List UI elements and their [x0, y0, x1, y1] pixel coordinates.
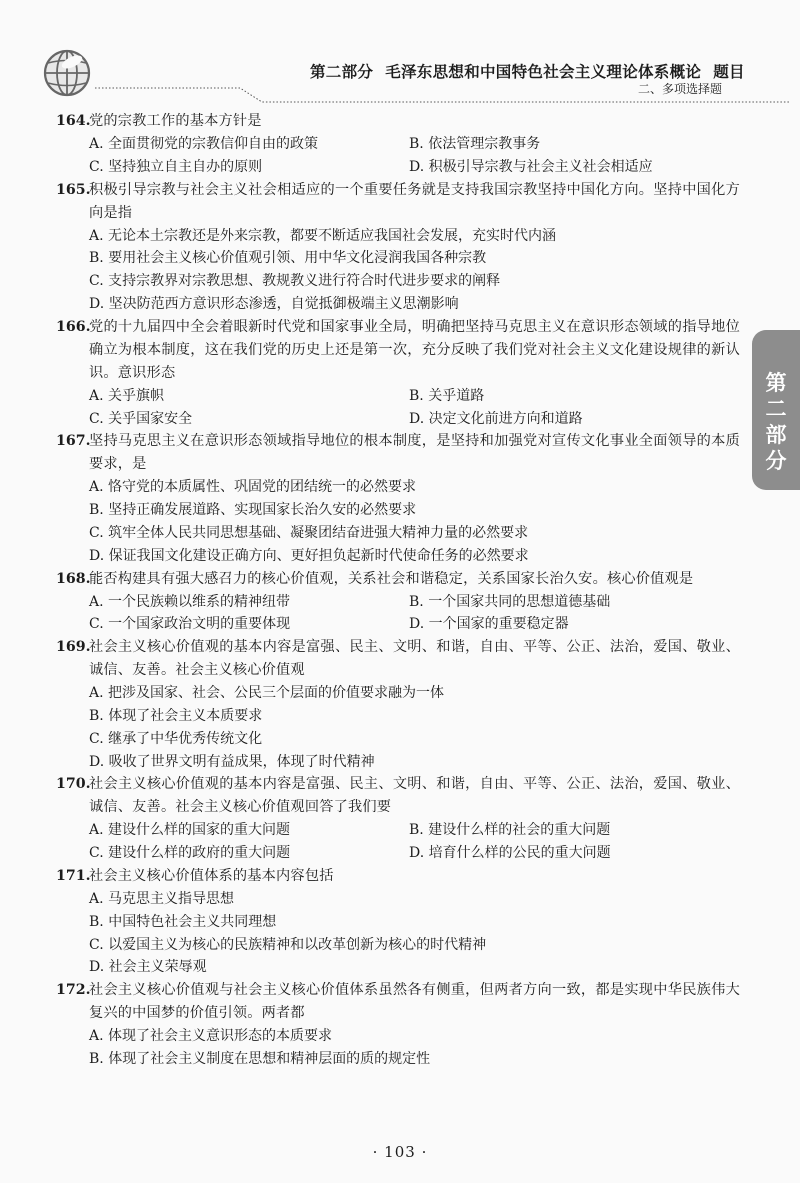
option-item: B. 建设什么样的社会的重大问题 [409, 822, 611, 839]
option-row [89, 591, 740, 614]
option-row [89, 1025, 740, 1048]
header-title [310, 60, 745, 82]
option-row [89, 133, 740, 156]
option-item: A. 马克思主义指导思想 [89, 890, 235, 907]
option-row [89, 545, 740, 568]
option-item: D. 一个国家的重要稳定器 [409, 616, 569, 633]
question-stem [56, 110, 740, 133]
option-item: C. 支持宗教界对宗教思想、教规教义进行符合时代进步要求的阐释 [89, 273, 501, 290]
header-part: 第二部分 [310, 63, 374, 81]
question [56, 636, 740, 773]
option-item: D. 积极引导宗教与社会主义社会相适应 [409, 158, 653, 175]
option-row [89, 682, 740, 705]
option-item: C. 关乎国家安全 [89, 410, 193, 427]
option-item: A. 一个民族赖以维系的精神纽带 [89, 593, 291, 610]
option-item: B. 中国特色社会主义共同理想 [89, 913, 277, 930]
question-text: 坚持马克思主义在意识形态领域指导地位的根本制度，是坚持和加强党对宣传文化事业全面领导的本质要求，是 [89, 433, 740, 473]
question-number: 165. [56, 181, 91, 198]
option-item: D. 培育什么样的公民的重大问题 [409, 845, 611, 862]
option-item: B. 一个国家共同的思想道德基础 [409, 593, 611, 610]
option-list [56, 819, 740, 865]
option-item: D. 决定文化前进方向和道路 [409, 410, 583, 427]
option-row [89, 888, 740, 911]
option-row [89, 613, 740, 636]
question-number: 164. [56, 113, 91, 129]
option-item: B. 体现了社会主义制度在思想和精神层面的质的规定性 [89, 1050, 431, 1067]
option-item: C. 建设什么样的政府的重大问题 [89, 845, 291, 862]
option-row [89, 842, 740, 865]
question-list [56, 110, 740, 1071]
option-row [89, 751, 740, 774]
option-row [89, 1048, 740, 1071]
question [56, 979, 740, 1071]
option-item: C. 以爱国主义为核心的民族精神和以改革创新为核心的时代精神 [89, 936, 487, 953]
question-stem [56, 865, 740, 888]
question-number: 168. [56, 570, 91, 587]
side-tab-char: 分 [765, 449, 787, 473]
option-row [89, 247, 740, 270]
question [56, 568, 740, 637]
header-subtitle: 二、多项选择题 [637, 82, 722, 96]
option-item: D. 社会主义荣辱观 [89, 959, 207, 976]
side-tab-char: 第 [765, 371, 787, 395]
question [56, 773, 740, 865]
question-text: 社会主义核心价值观与社会主义核心价值体系虽然各有侧重，但两者方向一致，都是实现中华民族伟大复兴的中国梦的价值引领。两者都 [89, 982, 740, 1022]
option-list [56, 888, 740, 979]
question-text: 社会主义核心价值观的基本内容是富强、民主、文明、和谐，自由、平等、公正、法治，爱国、敬业、诚信、友善。社会主义核心价值观回答了我们要 [89, 776, 740, 816]
question [56, 110, 740, 179]
option-item: B. 关乎道路 [409, 387, 485, 404]
side-tab-char: 部 [765, 423, 787, 447]
option-item: D. 坚决防范西方意识形态渗透，自觉抵御极端主义思潮影响 [89, 295, 459, 312]
option-item: A. 关乎旗帜 [89, 387, 165, 404]
option-row [89, 385, 740, 408]
option-row [89, 911, 740, 934]
question-text: 社会主义核心价值观的基本内容是富强、民主、文明、和谐，自由、平等、公正、法治，爱国、敬业、诚信、友善。社会主义核心价值观 [89, 639, 740, 679]
question-stem [56, 179, 740, 225]
option-row [89, 293, 740, 316]
question [56, 179, 740, 316]
option-list [56, 682, 740, 773]
option-row [89, 522, 740, 545]
option-list [56, 225, 740, 316]
question-stem [56, 316, 740, 385]
question [56, 316, 740, 431]
option-item: A. 全面贯彻党的宗教信仰自由的政策 [89, 136, 319, 152]
question-stem [56, 979, 740, 1025]
option-row [89, 956, 740, 979]
question [56, 430, 740, 567]
option-list [56, 591, 740, 637]
side-tab-char: 二 [765, 397, 787, 421]
question-stem [56, 636, 740, 682]
option-list [56, 476, 740, 567]
option-item: A. 恪守党的本质属性、巩固党的团结统一的必然要求 [89, 479, 417, 496]
question-text: 党的十九届四中全会着眼新时代党和国家事业全局，明确把坚持马克思主义在意识形态领域的指导地位确立为根本制度，这在我们党的历史上还是第一次，充分反映了我们党对社会主义文化建设规律的新认识。意识形态 [89, 318, 740, 381]
option-row [89, 705, 740, 728]
option-item: B. 坚持正确发展道路、实现国家长治久安的必然要求 [89, 502, 417, 519]
option-list [56, 385, 740, 431]
header-book-title: 毛泽东思想和中国特色社会主义理论体系概论 [385, 63, 702, 81]
option-row [89, 728, 740, 751]
question-number: 171. [56, 867, 91, 884]
option-item: A. 建设什么样的国家的重大问题 [89, 822, 291, 839]
question-text: 能否构建具有强大感召力的核心价值观，关系社会和谐稳定，关系国家长治久安。核心价值观是 [89, 570, 694, 587]
option-item: B. 依法管理宗教事务 [409, 136, 541, 152]
header-label: 题目 [713, 63, 745, 81]
option-row [89, 270, 740, 293]
side-tab-label [752, 370, 800, 474]
option-row [89, 408, 740, 431]
question-stem [56, 430, 740, 476]
option-item: A. 体现了社会主义意识形态的本质要求 [89, 1028, 333, 1045]
question-text: 党的宗教工作的基本方针是 [89, 113, 262, 129]
question-text: 积极引导宗教与社会主义社会相适应的一个重要任务就是支持我国宗教坚持中国化方向。坚持中国化方向是指 [89, 181, 740, 221]
question-stem [56, 568, 740, 591]
option-item: C. 坚持独立自主自办的原则 [89, 158, 263, 175]
question-number: 172. [56, 982, 91, 999]
option-item: A. 把涉及国家、社会、公民三个层面的价值要求融为一体 [89, 685, 445, 702]
globe-icon [42, 48, 92, 98]
option-row [89, 225, 740, 248]
option-item: C. 筑牢全体人民共同思想基础、凝聚团结奋进强大精神力量的必然要求 [89, 524, 529, 541]
option-row [89, 499, 740, 522]
question-stem [56, 773, 740, 819]
section-side-tab [752, 330, 800, 490]
question [56, 865, 740, 979]
question-number: 170. [56, 776, 91, 793]
question-number: 166. [56, 318, 91, 335]
option-item: A. 无论本土宗教还是外来宗教，都要不断适应我国社会发展，充实时代内涵 [89, 227, 557, 244]
question-number: 167. [56, 433, 91, 450]
option-item: B. 要用社会主义核心价值观引领、用中华文化浸润我国各种宗教 [89, 250, 487, 267]
page-number: · 103 · [372, 1143, 428, 1161]
option-list [56, 1025, 740, 1071]
question-number: 169. [56, 639, 91, 656]
option-item: C. 一个国家政治文明的重要体现 [89, 616, 291, 633]
option-item: B. 体现了社会主义本质要求 [89, 707, 263, 724]
option-row [89, 156, 740, 179]
question-text: 社会主义核心价值体系的基本内容包括 [89, 867, 334, 884]
option-row [89, 934, 740, 957]
option-row [89, 476, 740, 499]
option-item: D. 吸收了世界文明有益成果，体现了时代精神 [89, 753, 375, 770]
option-item: C. 继承了中华优秀传统文化 [89, 730, 263, 747]
option-item: D. 保证我国文化建设正确方向、更好担负起新时代使命任务的必然要求 [89, 547, 529, 564]
option-list [56, 133, 740, 179]
option-row [89, 819, 740, 842]
